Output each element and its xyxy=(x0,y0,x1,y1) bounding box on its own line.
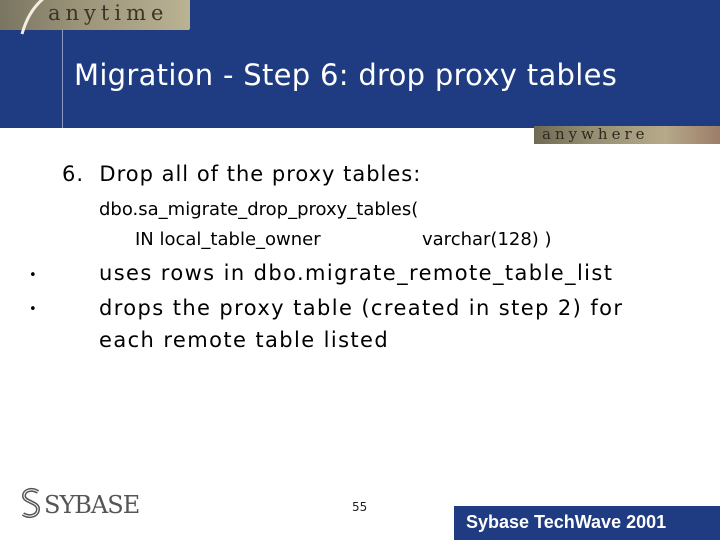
slide-header xyxy=(0,0,720,128)
swoosh-icon xyxy=(18,0,48,36)
bullet-text: uses rows in dbo.migrate_remote_table_list xyxy=(99,261,614,285)
step-text: Drop all of the proxy tables: xyxy=(99,162,422,186)
bullet-marker: • xyxy=(29,268,37,283)
anywhere-banner xyxy=(534,126,720,144)
code-line-procedure: dbo.sa_migrate_drop_proxy_tables( xyxy=(99,199,419,220)
techwave-banner xyxy=(454,506,720,540)
header-divider-line xyxy=(62,30,63,128)
code-param-type: varchar(128) ) xyxy=(422,229,552,250)
slide-title: Migration - Step 6: drop proxy tables xyxy=(74,58,618,92)
bullet-text-continuation: each remote table listed xyxy=(99,328,390,352)
anytime-word: anytime xyxy=(48,1,169,25)
anytime-banner xyxy=(0,0,190,30)
techwave-text: Sybase TechWave 2001 xyxy=(466,512,667,532)
code-param-name: IN local_table_owner xyxy=(135,229,321,250)
sybase-logo-text: SYBASE xyxy=(44,491,140,519)
bullet-marker: • xyxy=(29,302,37,317)
page-number: 55 xyxy=(352,500,368,514)
bullet-text: drops the proxy table (created in step 2) for xyxy=(99,296,624,320)
step-item xyxy=(62,162,421,186)
anywhere-word: anywhere xyxy=(542,125,649,143)
sybase-s-icon xyxy=(20,487,42,519)
sybase-logo xyxy=(20,487,138,521)
step-number: 6. xyxy=(62,162,85,186)
